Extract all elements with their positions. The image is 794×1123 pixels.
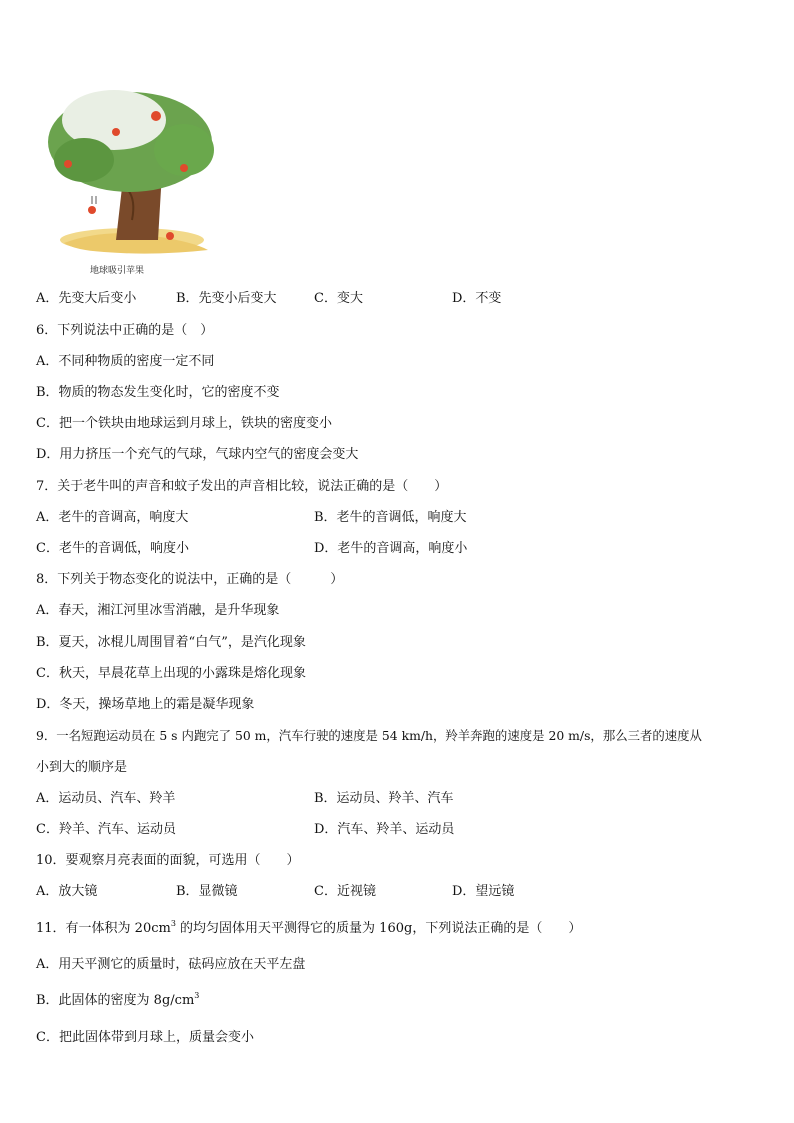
q6-option-d: D．用力挤压一个充气的气球，气球内空气的密度会变大: [36, 447, 359, 462]
q11-stem-part1: 11．有一体积为 20cm: [36, 921, 171, 936]
q11-option-a: A．用天平测它的质量时，砝码应放在天平左盘: [36, 957, 306, 972]
q11-stem-part2: 的均匀固体用天平测得它的质量为 160g，下列说法正确的是（ ）: [175, 921, 582, 936]
q5-option-c: C．变大: [314, 291, 363, 306]
q7-option-a: A．老牛的音调高，响度大: [36, 510, 189, 525]
q10-option-d: D．望远镜: [452, 884, 515, 899]
q6-option-a: A．不同种物质的密度一定不同: [36, 354, 215, 369]
apple-tree-illustration: [44, 80, 216, 278]
q5-option-b: B．先变小后变大: [176, 291, 277, 306]
q10-stem: 10．要观察月亮表面的面貌，可选用（ ）: [36, 853, 300, 868]
q7-option-b: B．老牛的音调低，响度大: [314, 510, 467, 525]
q8-option-c: C．秋天，早晨花草上出现的小露珠是熔化现象: [36, 666, 306, 681]
q9-option-a: A．运动员、汽车、羚羊: [36, 791, 176, 806]
q9-stem-line2: 小到大的顺序是: [36, 760, 128, 775]
q9-option-c: C．羚羊、汽车、运动员: [36, 822, 176, 837]
q9-option-b: B．运动员、羚羊、汽车: [314, 791, 454, 806]
q6-option-b: B．物质的物态发生变化时，它的密度不变: [36, 385, 280, 400]
q7-stem: 7．关于老牛叫的声音和蚊子发出的声音相比较，说法正确的是（ ）: [36, 479, 448, 494]
q9-option-d: D．汽车、羚羊、运动员: [314, 822, 455, 837]
q8-option-b: B．夏天，冰棍儿周围冒着“白气”，是汽化现象: [36, 635, 306, 650]
q5-option-a: A．先变大后变小: [36, 291, 137, 306]
q9-stem-line1: 9．一名短跑运动员在 5 s 内跑完了 50 m，汽车行驶的速度是 54 km/h，羚羊奔跑的速度是 20 m/s，那么三者的速度从: [36, 728, 702, 743]
q11-option-b-superscript: 3: [194, 991, 200, 1000]
q6-stem: 6．下列说法中正确的是（ ）: [36, 323, 214, 338]
q8-option-a: A．春天，湘江河里冰雪消融，是升华现象: [36, 603, 280, 618]
q10-option-c: C．近视镜: [314, 884, 376, 899]
q5-option-d: D．不变: [452, 291, 502, 306]
q7-option-c: C．老牛的音调低，响度小: [36, 541, 189, 556]
q10-option-a: A．放大镜: [36, 884, 98, 899]
q7-option-d: D．老牛的音调高，响度小: [314, 541, 468, 556]
q11-stem: [36, 920, 581, 938]
figure-caption: 地球吸引苹果: [90, 266, 145, 276]
q6-option-c: C．把一个铁块由地球运到月球上，铁块的密度变小: [36, 416, 332, 431]
q8-stem: 8．下列关于物态变化的说法中，正确的是（ ）: [36, 572, 344, 587]
q11-stem-superscript: 3: [170, 919, 176, 928]
q10-option-b: B．显微镜: [176, 884, 238, 899]
q11-option-b-text: B．此固体的密度为 8g/cm: [36, 993, 195, 1008]
q8-option-d: D．冬天，操场草地上的霜是凝华现象: [36, 697, 255, 712]
q11-option-b: [36, 992, 199, 1010]
q11-option-c: C．把此固体带到月球上，质量会变小: [36, 1030, 254, 1045]
